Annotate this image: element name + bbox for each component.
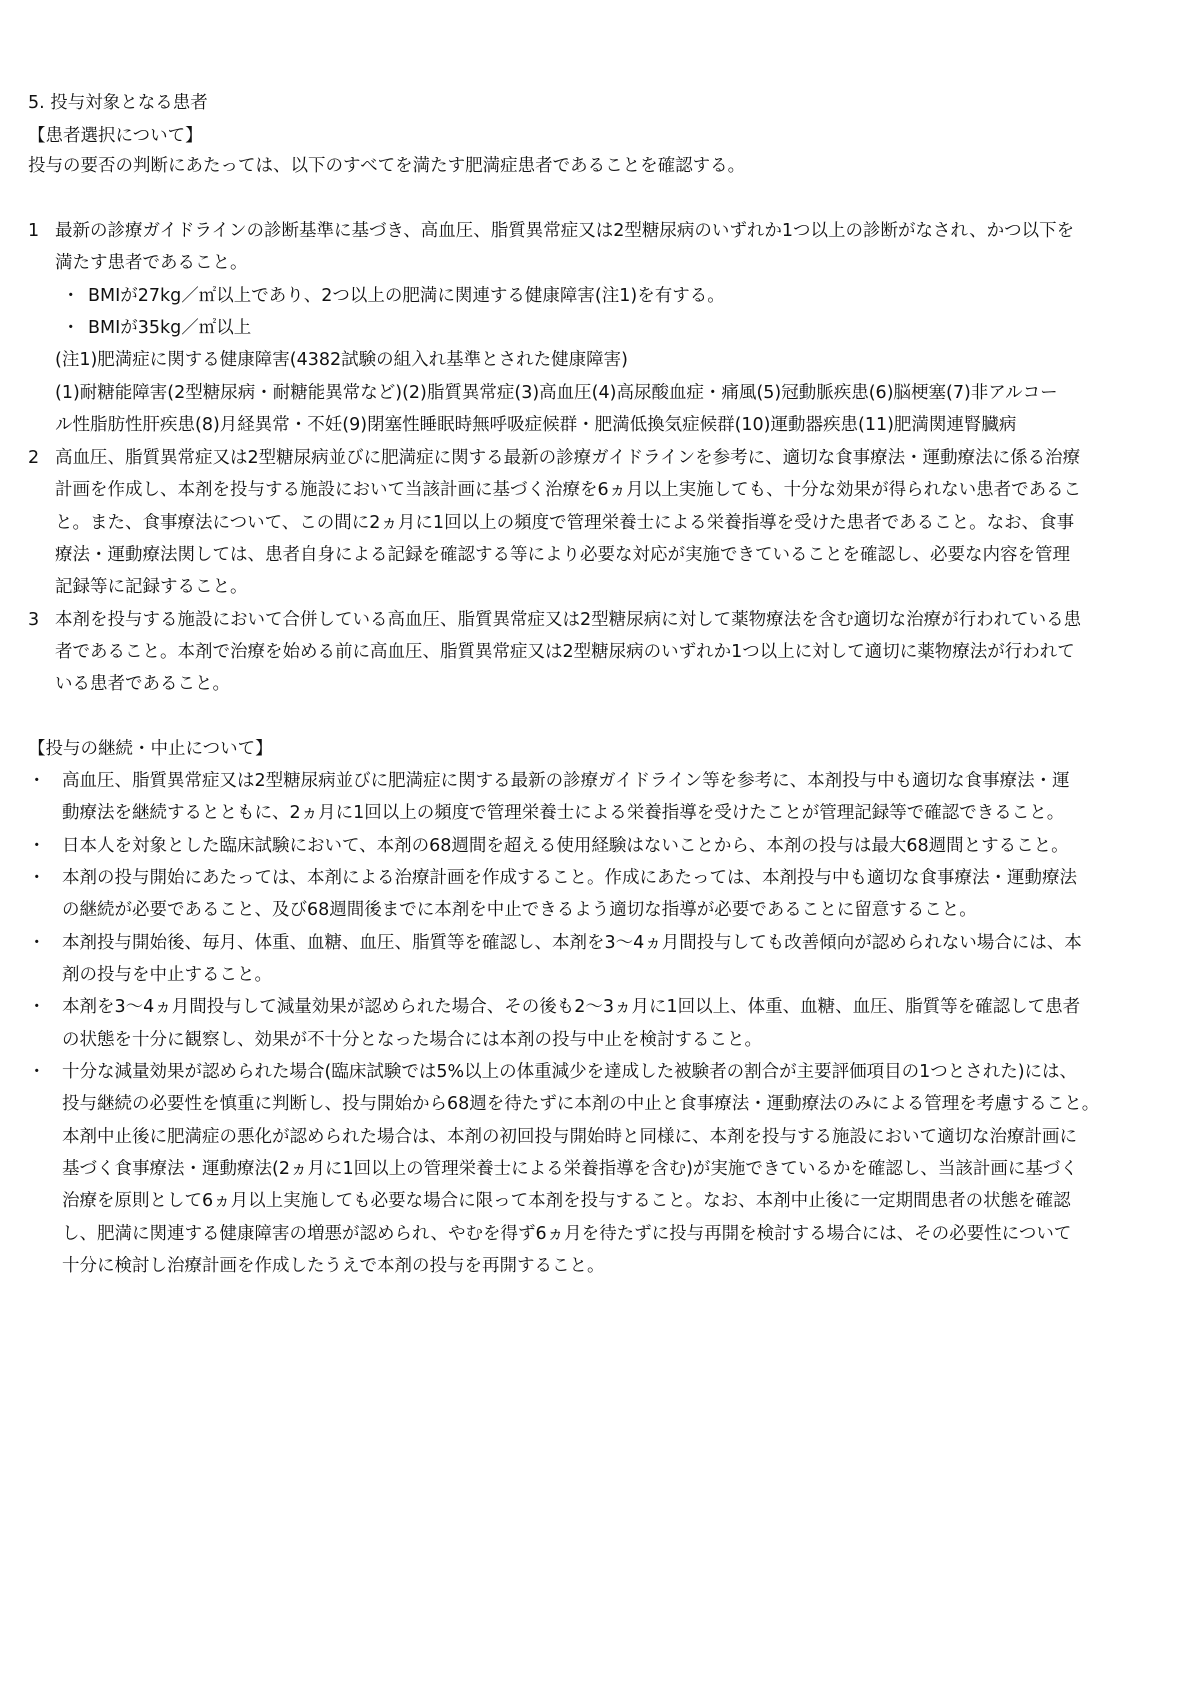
sub-criterion-bmi-27: BMIが27kg／㎡以上であり、2つ以上の肥満に関連する健康障害(注1)を有する。 — [88, 286, 725, 306]
bullet6-line: 十分に検討し治療計画を作成したうえで本剤の投与を再開すること。 — [62, 1256, 605, 1276]
item2-line: 計画を作成し、本剤を投与する施設において当該計画に基づく治療を6ヵ月以上実施しても、十分な効果が得られない患者であるこ — [55, 480, 1082, 500]
bullet5-line: の状態を十分に観察し、効果が不十分となった場合には本剤の投与中止を検討すること。 — [62, 1030, 762, 1050]
bullet1-line: 動療法を継続するとともに、2ヵ月に1回以上の頻度で管理栄養士による栄養指導を受けたことが管理記録等で確認できること。 — [62, 803, 1065, 823]
sub-criterion-bmi-35: BMIが35kg／㎡以上 — [88, 318, 252, 338]
intro-paragraph: 投与の要否の判断にあたっては、以下のすべてを満たす肥満症患者であることを確認する。 — [28, 156, 746, 176]
bullet3-line: の継続が必要であること、及び68週間後までに本剤を中止できるよう適切な指導が必要であることに留意すること。 — [62, 900, 977, 920]
bullet5-line: 本剤を3～4ヵ月間投与して減量効果が認められた場合、その後も2～3ヵ月に1回以上、体重、血糖、血圧、脂質等を確認して患者 — [62, 997, 1081, 1017]
section-heading: 5. 投与対象となる患者 — [28, 93, 208, 113]
bullet4-line: 本剤投与開始後、毎月、体重、血糖、血圧、脂質等を確認し、本剤を3～4ヵ月間投与しても改善傾向が認められない場合には、本 — [62, 933, 1082, 953]
item-number-2: 2 — [28, 448, 40, 468]
bullet: ・ — [28, 933, 46, 953]
sub-bullet: ・ — [62, 286, 80, 306]
item3-line: 本剤を投与する施設において合併している高血圧、脂質異常症又は2型糖尿病に対して薬物療法を含む適切な治療が行われている患 — [55, 610, 1082, 630]
item3-line: 者であること。本剤で治療を始める前に高血圧、脂質異常症又は2型糖尿病のいずれか1つ以上に対して適切に薬物療法が行われて — [55, 642, 1075, 662]
bullet6-line: 投与継続の必要性を慎重に判断し、投与開始から68週を待たずに本剤の中止と食事療法・運動療法のみによる管理を考慮すること。 — [62, 1094, 1100, 1114]
bullet: ・ — [28, 836, 46, 856]
item-number-3: 3 — [28, 610, 40, 630]
bullet6-line: 本剤中止後に肥満症の悪化が認められた場合は、本剤の初回投与開始時と同様に、本剤を投与する施設において適切な治療計画に — [62, 1127, 1077, 1147]
bullet4-line: 剤の投与を中止すること。 — [62, 965, 272, 985]
subsection-title-continuation: 【投与の継続・中止について】 — [28, 739, 273, 759]
bullet1-line: 高血圧、脂質異常症又は2型糖尿病並びに肥満症に関する最新の診療ガイドライン等を参考に、本剤投与中も適切な食事療法・運 — [62, 771, 1070, 791]
bullet6-line: 治療を原則として6ヵ月以上実施しても必要な場合に限って本剤を投与すること。なお、本剤中止後に一定期間患者の状態を確認 — [62, 1191, 1071, 1211]
bullet6-line: し、肥満に関連する健康障害の増悪が認められ、やむを得ず6ヵ月を待たずに投与再開を検討する場合には、その必要性について — [62, 1224, 1072, 1244]
item3-line: いる患者であること。 — [55, 674, 230, 694]
note-title: (注1)肥満症に関する健康障害(4382試験の組入れ基準とされた健康障害) — [55, 350, 628, 370]
bullet6-line: 基づく食事療法・運動療法(2ヵ月に1回以上の管理栄養士による栄養指導を含む)が実施できているかを確認し、当該計画に基づく — [62, 1159, 1078, 1179]
bullet: ・ — [28, 771, 46, 791]
item2-line: と。また、食事療法について、この間に2ヵ月に1回以上の頻度で管理栄養士による栄養指導を受けた患者であること。なお、食事 — [55, 513, 1075, 533]
bullet6-line: 十分な減量効果が認められた場合(臨床試験では5%以上の体重減少を達成した被験者の割合が主要評価項目の1つとされた)には、 — [62, 1062, 1078, 1082]
bullet: ・ — [28, 997, 46, 1017]
item2-line: 療法・運動療法関しては、患者自身による記録を確認する等により必要な対応が実施できていることを確認し、必要な内容を管理 — [55, 545, 1070, 565]
bullet3-line: 本剤の投与開始にあたっては、本剤による治療計画を作成すること。作成にあたっては、本剤投与中も適切な食事療法・運動療法 — [62, 868, 1077, 888]
item-number-1: 1 — [28, 221, 40, 241]
sub-bullet: ・ — [62, 318, 80, 338]
item1-line: 最新の診療ガイドラインの診断基準に基づき、高血圧、脂質異常症又は2型糖尿病のいずれか1つ以上の診断がなされ、かつ以下を — [55, 221, 1075, 241]
note-line: ル性脂肪性肝疾患(8)月経異常・不妊(9)閉塞性睡眠時無呼吸症候群・肥満低換気症候群(10)運動器疾患(11)肥満関連腎臓病 — [55, 415, 1017, 435]
item1-line: 満たす患者であること。 — [55, 253, 248, 273]
subsection-title-patient-selection: 【患者選択について】 — [28, 126, 203, 146]
item2-line: 記録等に記録すること。 — [55, 577, 248, 597]
note-line: (1)耐糖能障害(2型糖尿病・耐糖能異常など)(2)脂質異常症(3)高血圧(4)高尿酸血症・痛風(5)冠動脈疾患(6)脳梗塞(7)非アルコー — [55, 383, 1058, 403]
item2-line: 高血圧、脂質異常症又は2型糖尿病並びに肥満症に関する最新の診療ガイドラインを参考に、適切な食事療法・運動療法に係る治療 — [55, 448, 1081, 468]
bullet: ・ — [28, 1062, 46, 1082]
bullet: ・ — [28, 868, 46, 888]
bullet2-line: 日本人を対象とした臨床試験において、本剤の68週間を超える使用経験はないことから、本剤の投与は最大68週間とすること。 — [62, 836, 1069, 856]
